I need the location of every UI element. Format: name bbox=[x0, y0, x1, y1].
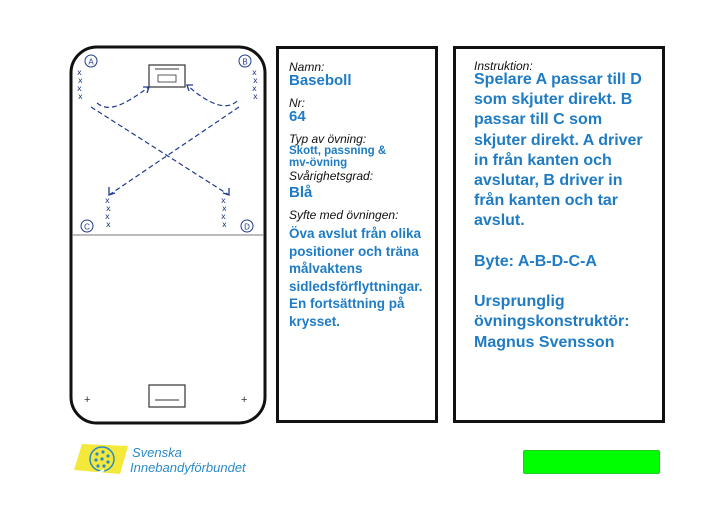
type-label: Typ av övning: bbox=[289, 132, 367, 146]
svg-text:x: x bbox=[106, 204, 111, 213]
svg-text:x: x bbox=[78, 92, 83, 101]
logo-line1: Svenska bbox=[132, 445, 182, 460]
rink-diagram bbox=[69, 45, 269, 425]
svg-text:x: x bbox=[105, 196, 110, 205]
svg-text:x: x bbox=[105, 212, 110, 221]
number-label: Nr: bbox=[289, 96, 305, 110]
svg-text:C: C bbox=[84, 222, 90, 232]
svg-text:x: x bbox=[78, 76, 83, 85]
instruction-text: Spelare A passar till D som skjuter direkt. B passar till C som skjuter direkt. A driver in från kanten och avslutar, B driver in från kanten och tar avslut. Byte: A-B-D-C-A Ursprunglig övningskonstruktör: Magnus Svensson bbox=[474, 71, 643, 351]
svg-text:x: x bbox=[252, 84, 257, 93]
svg-text:x: x bbox=[222, 204, 227, 213]
green-action-button[interactable] bbox=[523, 450, 660, 474]
instruction-panel bbox=[453, 46, 665, 423]
drill-name: Baseboll bbox=[289, 72, 352, 89]
instruction-label: Instruktion: bbox=[474, 59, 533, 73]
drill-difficulty: Blå bbox=[289, 184, 313, 201]
drill-info-panel bbox=[276, 46, 438, 423]
plus-mark-left: + bbox=[84, 394, 91, 406]
drill-number: 64 bbox=[289, 108, 306, 125]
svg-text:x: x bbox=[77, 84, 82, 93]
drill-purpose: Öva avslut från olika positioner och träna målvaktens sidledsförflyttningar. En fortsättning på krysset. bbox=[289, 226, 423, 329]
svg-text:x: x bbox=[253, 76, 258, 85]
difficulty-label: Svårighetsgrad: bbox=[289, 169, 374, 183]
plus-mark-right: + bbox=[241, 394, 248, 406]
svg-text:A: A bbox=[88, 57, 94, 67]
name-label: Namn: bbox=[289, 60, 325, 74]
svg-text:x: x bbox=[106, 220, 111, 229]
svg-text:x: x bbox=[221, 196, 226, 205]
svg-text:B: B bbox=[242, 57, 248, 67]
federation-logo bbox=[70, 440, 270, 480]
logo-line2: Innebandyförbundet bbox=[130, 460, 246, 475]
svg-text:x: x bbox=[77, 68, 82, 77]
svg-text:x: x bbox=[222, 220, 227, 229]
svg-text:x: x bbox=[252, 68, 257, 77]
floorball-icon bbox=[70, 440, 130, 480]
svg-text:x: x bbox=[253, 92, 258, 101]
drill-type: Skott, passning & mv-övning bbox=[289, 145, 387, 169]
svg-text:D: D bbox=[244, 222, 250, 232]
purpose-label: Syfte med övningen: bbox=[289, 208, 399, 222]
svg-text:x: x bbox=[221, 212, 226, 221]
